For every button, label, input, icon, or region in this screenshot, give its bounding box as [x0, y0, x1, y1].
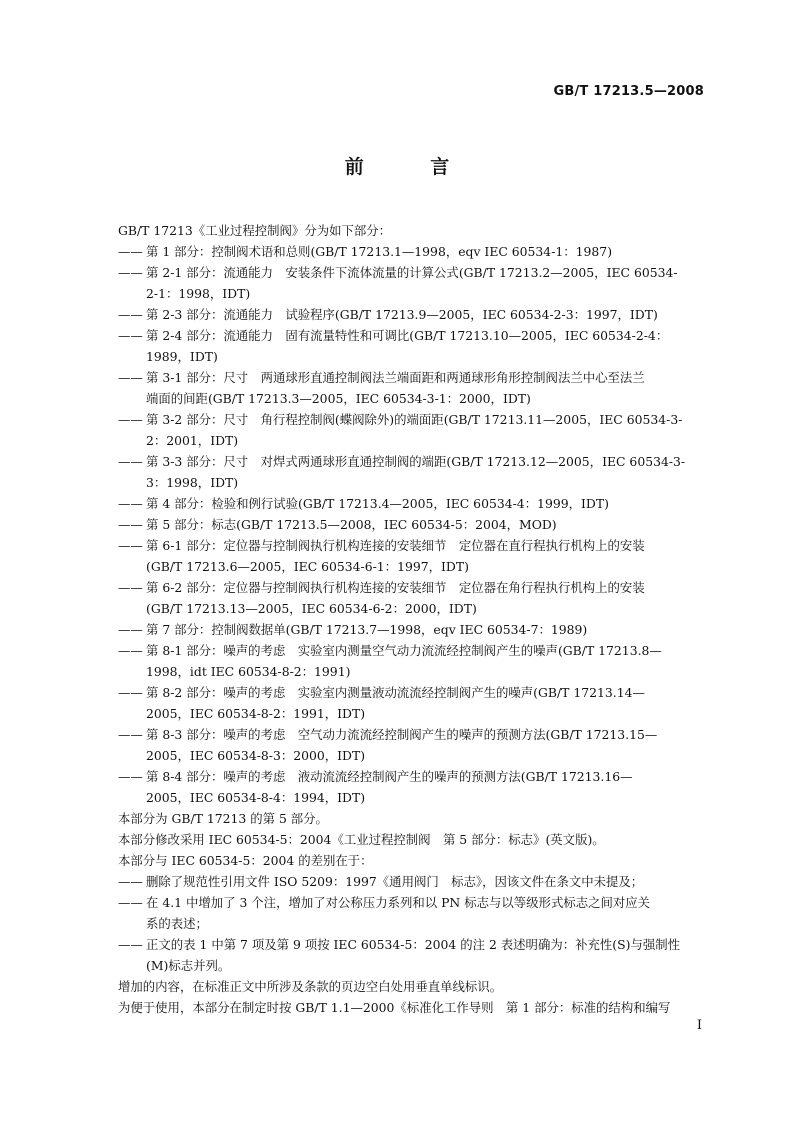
text-line: 第 2-3 部分：流通能力 试验程序(GB/T 17213.9—2005，IEC 60534-2-3：1997，IDT)	[146, 307, 658, 322]
difference-list-item	[118, 892, 706, 934]
text-line: 第 4 部分：检验和例行试验(GB/T 17213.4—2005，IEC 60534-4：1999，IDT)	[146, 496, 609, 511]
differences-paragraph: 本部分与 IEC 60534-5：2004 的差别在于：	[118, 853, 373, 868]
text-line: 第 6-2 部分：定位器与控制阀执行机构连接的安装细节 定位器在角行程执行机构上的安装	[146, 580, 645, 595]
text-line: 2-1：1998，IDT)	[146, 286, 251, 301]
text-line: 第 5 部分：标志(GB/T 17213.5—2008，IEC 60534-5：2004，MOD)	[146, 517, 557, 532]
part-list-item-text	[146, 241, 706, 262]
em-dash-bullet: ——	[118, 496, 143, 511]
text-line: 1989，IDT)	[146, 349, 218, 364]
em-dash-bullet: ——	[118, 769, 143, 784]
document-body	[118, 220, 706, 1018]
intro-paragraph: GB/T 17213《工业过程控制阀》分为如下部分：	[118, 223, 392, 238]
text-line: 2005，IEC 60534-8-3：2000，IDT)	[146, 748, 366, 763]
text-line: 第 6-1 部分：定位器与控制阀执行机构连接的安装细节 定位器在直行程执行机构上的安装	[146, 538, 645, 553]
text-line: 系的表述；	[146, 916, 208, 931]
parts-list	[118, 241, 706, 808]
part-list-item	[118, 724, 706, 766]
part-list-item	[118, 262, 706, 304]
em-dash-bullet: ——	[118, 727, 143, 742]
text-line: 第 8-1 部分：噪声的考虑 实验室内测量空气动力流流经控制阀产生的噪声(GB/T 17213.8—	[146, 643, 662, 658]
em-dash-bullet: ——	[118, 307, 143, 322]
text-line: 2005，IEC 60534-8-2：1991，IDT)	[146, 706, 366, 721]
em-dash-bullet: ——	[118, 265, 143, 280]
text-line: 2005，IEC 60534-8-4：1994，IDT)	[146, 790, 366, 805]
part-list-item-text	[146, 577, 706, 619]
part-list-item-text	[146, 409, 706, 451]
em-dash-bullet: ——	[118, 517, 143, 532]
text-line: 第 8-4 部分：噪声的考虑 液动流流经控制阀产生的噪声的预测方法(GB/T 17213.16—	[146, 769, 633, 784]
text-line: 第 3-1 部分：尺寸 两通球形直通控制阀法兰端面距和两通球形角形控制阀法兰中心至法兰	[146, 370, 645, 385]
text-line: 第 2-1 部分：流通能力 安装条件下流体流量的计算公式(GB/T 17213.2—2005，IEC 60534-	[146, 265, 678, 280]
em-dash-bullet: ——	[118, 454, 143, 469]
part-list-item-text	[146, 367, 706, 409]
part-list-item	[118, 241, 706, 262]
part-list-item	[118, 766, 706, 808]
part-list-item-text	[146, 325, 706, 367]
text-line: 第 7 部分：控制阀数据单(GB/T 17213.7—1998，eqv IEC 60534-7：1989)	[146, 622, 588, 637]
text-line: 3：1998，IDT)	[146, 475, 239, 490]
part-list-item-text	[146, 724, 706, 766]
em-dash-bullet: ——	[118, 244, 143, 259]
part-list-item	[118, 640, 706, 682]
difference-list-item-text	[146, 892, 706, 934]
text-line: 正文的表 1 中第 7 项及第 9 项按 IEC 60534-5：2004 的注 2 表述明确为：补充性(S)与强制性	[146, 937, 681, 952]
em-dash-bullet: ——	[118, 412, 143, 427]
em-dash-bullet: ——	[118, 328, 143, 343]
text-line: 第 3-2 部分：尺寸 角行程控制阀(蝶阀除外)的端面距(GB/T 17213.11—2005，IEC 60534-3-	[146, 412, 683, 427]
part-list-item	[118, 304, 706, 325]
part-list-item-text	[146, 514, 706, 535]
page-title: 前 言	[344, 156, 480, 178]
em-dash-bullet: ——	[118, 874, 143, 889]
difference-list-item-text	[146, 934, 706, 976]
em-dash-bullet: ——	[118, 622, 143, 637]
part-list-item	[118, 493, 706, 514]
part-list-item-text	[146, 493, 706, 514]
part-list-item-text	[146, 262, 706, 304]
difference-list-item	[118, 934, 706, 976]
part-list-item-text	[146, 451, 706, 493]
page-number: I	[696, 1018, 702, 1033]
part-list-item-text	[146, 619, 706, 640]
em-dash-bullet: ——	[118, 685, 143, 700]
part-list-item	[118, 682, 706, 724]
text-line: 1998，idt IEC 60534-8-2：1991)	[146, 664, 351, 679]
em-dash-bullet: ——	[118, 895, 143, 910]
text-line: 第 8-3 部分：噪声的考虑 空气动力流流经控制阀产生的噪声的预测方法(GB/T 17213.15—	[146, 727, 658, 742]
text-line: (GB/T 17213.6—2005，IEC 60534-6-1：1997，IDT)	[146, 559, 469, 574]
modified-paragraph: 本部分修改采用 IEC 60534-5：2004《工业过程控制阀 第 5 部分：标志》(英文版)。	[118, 832, 605, 847]
difference-list-item	[118, 871, 706, 892]
text-line: 删除了规范性引用文件 ISO 5209：1997《通用阀门 标志》，因该文件在条文中未提及；	[146, 874, 644, 889]
text-line: 第 2-4 部分：流通能力 固有流量特性和可调比(GB/T 17213.10—2005，IEC 60534-2-4：	[146, 328, 669, 343]
em-dash-bullet: ——	[118, 643, 143, 658]
part-list-item	[118, 514, 706, 535]
text-line: 在 4.1 中增加了 3 个注，增加了对公称压力系列和以 PN 标志与以等级形式标志之间对应关	[146, 895, 651, 910]
em-dash-bullet: ——	[118, 580, 143, 595]
part-list-item-text	[146, 535, 706, 577]
text-line: 第 8-2 部分：噪声的考虑 实验室内测量液动流流经控制阀产生的噪声(GB/T 17213.14—	[146, 685, 645, 700]
text-line: 第 3-3 部分：尺寸 对焊式两通球形直通控制阀的端距(GB/T 17213.12—2005，IEC 60534-3-	[146, 454, 686, 469]
part-list-item	[118, 367, 706, 409]
part-list-item	[118, 577, 706, 619]
part-list-item	[118, 409, 706, 451]
part-list-item	[118, 535, 706, 577]
part-list-item-text	[146, 640, 706, 682]
part-list-item-text	[146, 304, 706, 325]
part-list-item	[118, 325, 706, 367]
text-line: (M)标志并列。	[146, 958, 231, 973]
text-line: 端面的间距(GB/T 17213.3—2005，IEC 60534-3-1：2000，IDT)	[146, 391, 531, 406]
difference-list-item-text	[146, 871, 706, 892]
em-dash-bullet: ——	[118, 937, 143, 952]
usage-paragraph: 为便于使用，本部分在制定时按 GB/T 1.1—2000《标准化工作导则 第 1 部分：标准的结构和编写	[118, 1000, 671, 1015]
differences-list	[118, 871, 706, 976]
part-list-item	[118, 451, 706, 493]
standard-number: GB/T 17213.5—2008	[553, 84, 704, 99]
added-content-paragraph: 增加的内容，在标准正文中所涉及条款的页边空白处用垂直单线标识。	[118, 979, 503, 994]
part-list-item-text	[146, 766, 706, 808]
text-line: 第 1 部分：控制阀术语和总则(GB/T 17213.1—1998，eqv IEC 60534-1：1987)	[146, 244, 613, 259]
part-list-item-text	[146, 682, 706, 724]
em-dash-bullet: ——	[118, 538, 143, 553]
part-of-paragraph: 本部分为 GB/T 17213 的第 5 部分。	[118, 811, 328, 826]
part-list-item	[118, 619, 706, 640]
text-line: (GB/T 17213.13—2005，IEC 60534-6-2：2000，IDT)	[146, 601, 477, 616]
text-line: 2：2001，IDT)	[146, 433, 239, 448]
em-dash-bullet: ——	[118, 370, 143, 385]
